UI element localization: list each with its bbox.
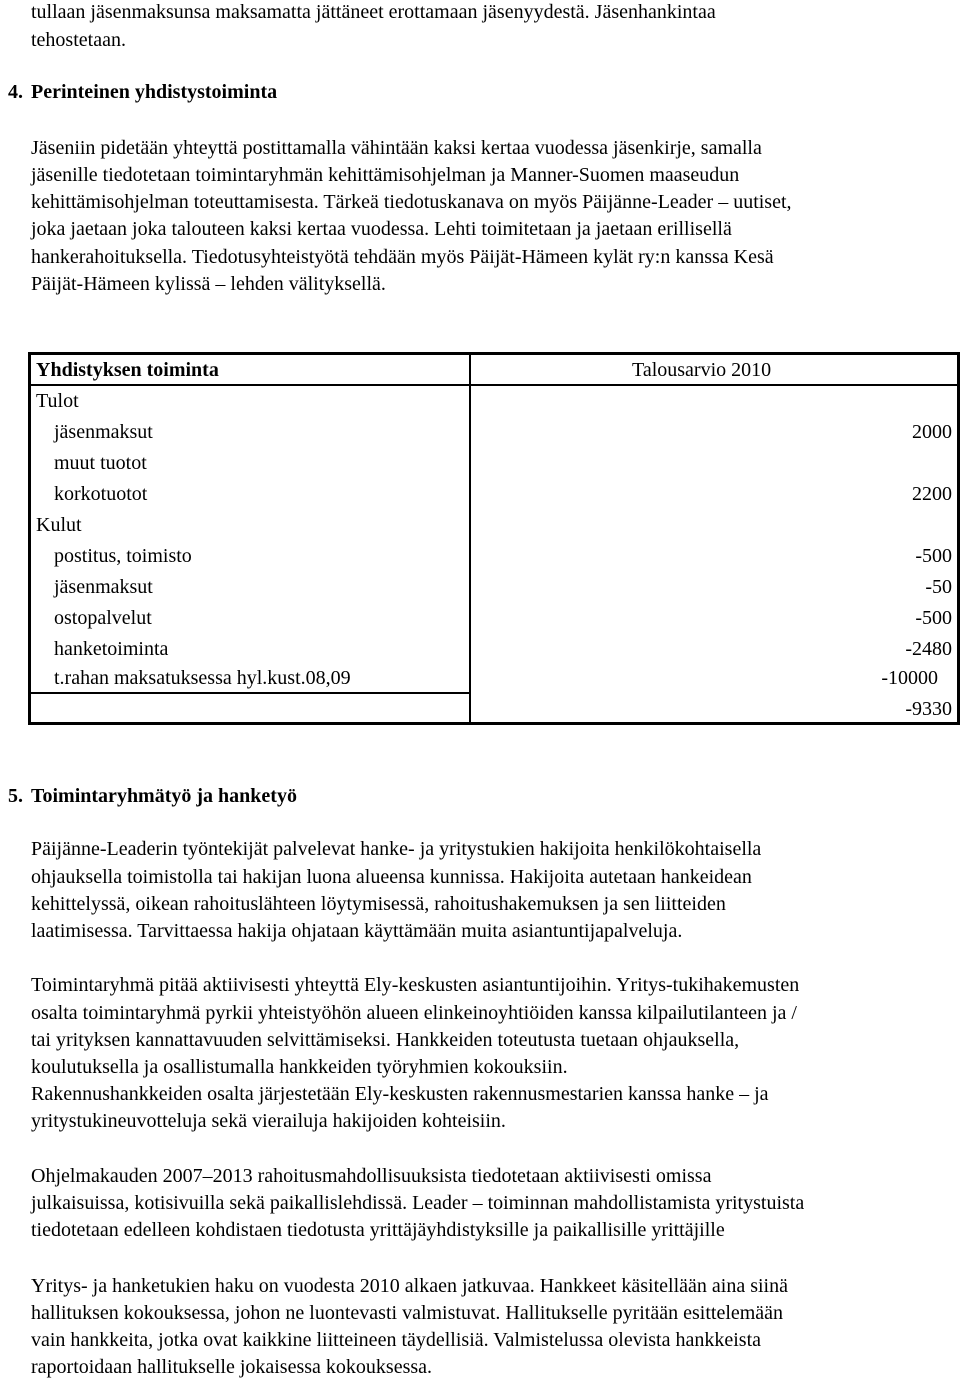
table-row-value: -10000 — [881, 667, 938, 689]
table-row-label: korkotuotot — [54, 483, 148, 505]
budget-table — [28, 352, 960, 725]
table-row-divider — [28, 692, 471, 694]
paragraph-line: hankerahoituksella. Tiedotusyhteistyötä tehdään myös Päijät-Hämeen kylät ry:n kanssa Kesä — [31, 246, 774, 268]
section-title: Toimintaryhmätyö ja hanketyö — [31, 785, 297, 807]
table-column-divider — [469, 352, 471, 725]
section-title: Perinteinen yhdistystoiminta — [31, 81, 278, 103]
table-row-label: Tulot — [36, 390, 79, 412]
paragraph-line: tehostetaan. — [31, 29, 126, 51]
paragraph-line: koulutuksella ja osallistumalla hankkeiden työryhmien kokouksiin. — [31, 1056, 568, 1078]
table-row-label: postitus, toimisto — [54, 545, 192, 567]
paragraph-line: Yritys- ja hanketukien haku on vuodesta 2010 alkaen jatkuvaa. Hankkeet käsitellään aina siinä — [31, 1275, 788, 1297]
paragraph-line: Päijät-Hämeen kylissä – lehden välityksellä. — [31, 273, 386, 295]
table-row-label: jäsenmaksut — [54, 576, 153, 598]
paragraph-line: osalta toimintaryhmä pyrkii yhteistyöhön alueen elinkeinoyhtiöiden kanssa kilpailutilanteen ja / — [31, 1002, 797, 1024]
table-border-top — [28, 352, 960, 355]
paragraph-line: kehittämisohjelman toteuttamisesta. Tärkeä tiedotuskanava on myös Päijänne-Leader – uutiset, — [31, 191, 792, 213]
paragraph-line: julkaisuissa, kotisivuilla sekä paikallislehdissä. Leader – toiminnan mahdollistamista yritystuista — [31, 1192, 805, 1214]
paragraph-line: ohjauksella toimistolla tai hakijan luona alueensa kunnissa. Hakijoita autetaan hankeidean — [31, 866, 752, 888]
paragraph-line: tullaan jäsenmaksunsa maksamatta jättäneet erottamaan jäsenyydestä. Jäsenhankintaa — [31, 1, 716, 23]
section-number: 4. — [8, 81, 23, 103]
paragraph-line: Päijänne-Leaderin työntekijät palvelevat hanke- ja yritystukien hakijoita henkilökohtaisella — [31, 838, 762, 860]
table-row-value: -50 — [925, 576, 952, 598]
paragraph-line: Toimintaryhmä pitää aktiivisesti yhteyttä Ely-keskusten asiantuntijoihin. Yritys-tukihakemusten — [31, 974, 800, 996]
paragraph-line: Ohjelmakauden 2007–2013 rahoitusmahdollisuuksista tiedotetaan aktiivisesti omissa — [31, 1165, 712, 1187]
table-total-value: -9330 — [905, 698, 952, 720]
paragraph-line: kehittelyssä, oikean rahoituslähteen löytymisessä, rahoitushakemuksen ja sen liitteiden — [31, 893, 726, 915]
paragraph-line: jäsenille tiedotetaan toimintaryhmän kehittämisohjelman ja Manner-Suomen maaseudun — [31, 164, 740, 186]
paragraph-line: vain hankkeita, jotka ovat kaikkine liitteineen täydellisiä. Valmistelussa olevista hankkeista — [31, 1329, 761, 1351]
paragraph-line: laatimisessa. Tarvittaessa hakija ohjataan käyttämään muita asiantuntijapalveluja. — [31, 920, 683, 942]
table-row-value: 2200 — [912, 483, 952, 505]
table-column-heading: Talousarvio 2010 — [632, 359, 772, 381]
table-row-label: Kulut — [36, 514, 82, 536]
paragraph-line: hallituksen kokouksessa, johon ne luontevasti valmistuvat. Hallitukselle pyritään esittelemään — [31, 1302, 784, 1324]
paragraph-line: yritystukineuvotteluja sekä vierailuja hakijoiden kohteisiin. — [31, 1110, 506, 1132]
table-border-bottom — [28, 722, 960, 725]
paragraph-line: tiedotetaan edelleen kohdistaen tiedotusta yrittäjäyhdistyksille ja paikallisille yrittäjille — [31, 1219, 725, 1241]
table-row-value: -500 — [915, 607, 952, 629]
table-row-value: 2000 — [912, 421, 952, 443]
section-number: 5. — [8, 785, 23, 807]
paragraph-line: Jäseniin pidetään yhteyttä postittamalla vähintään kaksi kertaa vuodessa jäsenkirje, samalla — [31, 137, 762, 159]
paragraph-line: joka jaetaan joka talouteen kaksi kertaa vuodessa. Lehti toimitetaan ja jaetaan erillisellä — [31, 218, 732, 240]
table-header-divider — [28, 384, 960, 386]
table-row-value: -500 — [915, 545, 952, 567]
table-border-left — [28, 352, 31, 725]
table-row-label: jäsenmaksut — [54, 421, 153, 443]
table-row-label: hanketoiminta — [54, 638, 169, 660]
paragraph-line: tai yrityksen kannattavuuden selvittämiseksi. Hankkeiden toteutusta tuetaan ohjauksella, — [31, 1029, 740, 1051]
table-row-label: ostopalvelut — [54, 607, 152, 629]
table-heading: Yhdistyksen toiminta — [36, 359, 219, 381]
paragraph-line: raportoidaan hallitukselle jokaisessa kokouksessa. — [31, 1356, 433, 1378]
table-row-label: t.rahan maksatuksessa hyl.kust.08,09 — [54, 667, 351, 689]
table-row-label: muut tuotot — [54, 452, 147, 474]
paragraph-line: Rakennushankkeiden osalta järjestetään Ely-keskusten rakennusmestarien kanssa hanke – ja — [31, 1083, 769, 1105]
table-row-value: -2480 — [905, 638, 952, 660]
